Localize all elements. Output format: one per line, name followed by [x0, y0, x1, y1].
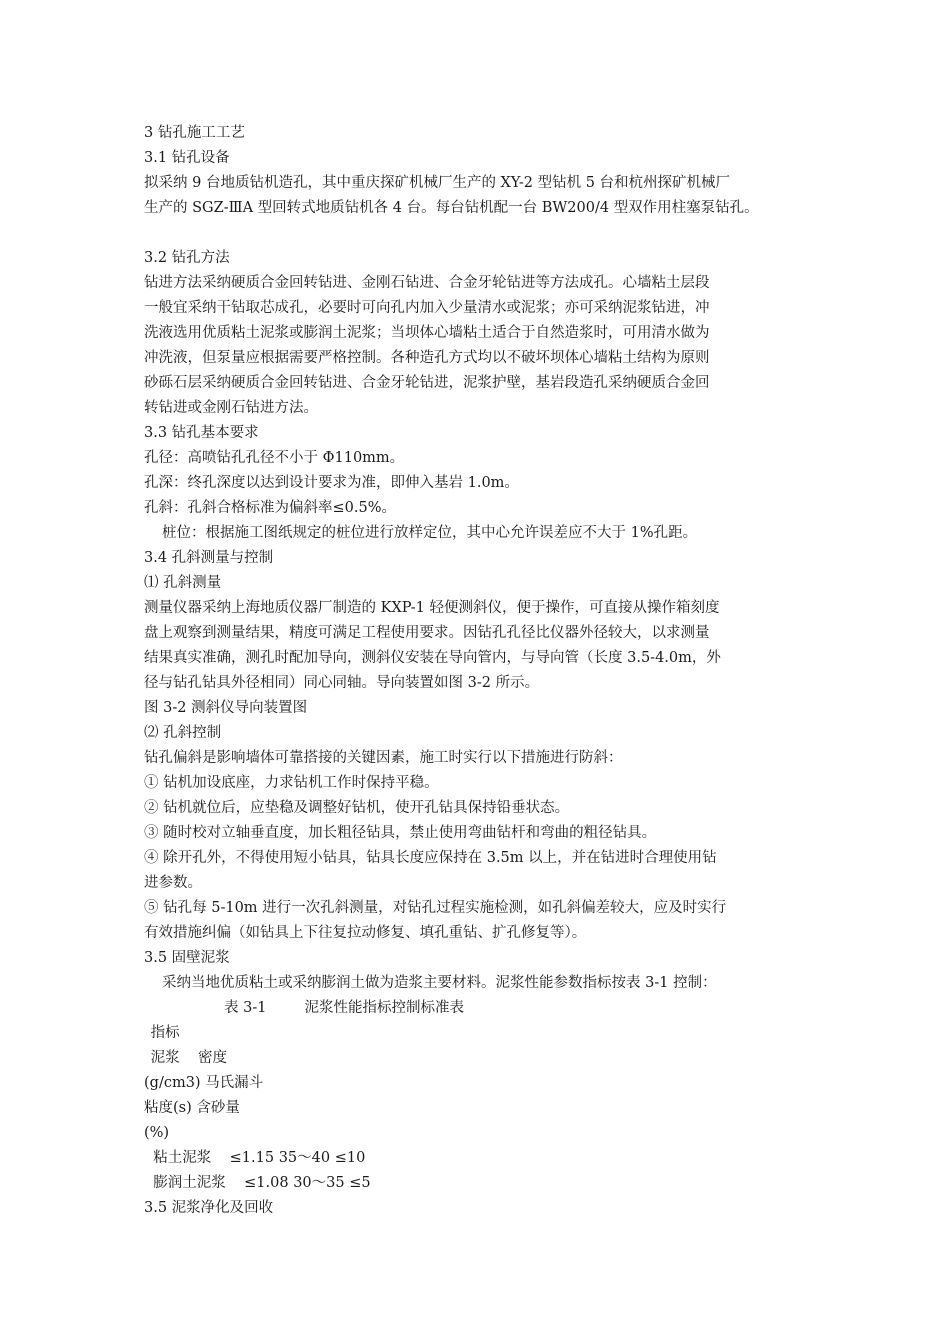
table-text-line: 粘度(s) 含砂量	[144, 1100, 240, 1116]
subsection-heading: ⑵ 孔斜控制	[144, 725, 222, 741]
blank-line	[144, 221, 814, 246]
paragraph-line: 钻进方法采纳硬质合金回转钻进、金刚石钻进、合金牙轮钻进等方法成孔。心墙粘土层段	[144, 275, 710, 291]
paragraph-line: 砂砾石层采纳硬质合金回转钻进、合金牙轮钻进，泥浆护壁，基岩段造孔采纳硬质合金回	[144, 375, 710, 391]
section-heading: 3.5 泥浆净化及回收	[144, 1200, 274, 1216]
paragraph-line: 盘上观察到测量结果，精度可满足工程使用要求。因钻孔孔径比仪器外径较大，以求测量	[144, 625, 710, 641]
section-heading: 3.3 钻孔基本要求	[144, 425, 259, 441]
paragraph-line: 冲洗液，但泵量应根据需要严格控制。各种造孔方式均以不破坏坝体心墙粘土结构为原则	[144, 350, 710, 366]
section-heading: 3.4 孔斜测量与控制	[144, 550, 274, 566]
paragraph-line: 钻孔偏斜是影响墙体可靠搭接的关键因素，施工时实行以下措施进行防斜：	[144, 750, 623, 766]
list-item: ① 钻机加设底座，力求钻机工作时保持平稳。	[144, 775, 439, 791]
subsection-heading: ⑴ 孔斜测量	[144, 575, 222, 591]
table-text-line: 指标	[146, 1025, 180, 1041]
list-item-continuation: 有效措施纠偏（如钻具上下往复拉动修复、填孔重钻、扩孔修复等）。	[144, 925, 587, 941]
paragraph-line: 测量仪器采纳上海地质仪器厂制造的 KXP-1 轻便测斜仪，便于操作，可直接从操作箱刻度	[144, 600, 720, 616]
paragraph-line: 拟采纳 9 台地质钻机造孔，其中重庆探矿机械厂生产的 XY-2 型钻机 5 台和杭州探矿机械厂	[144, 175, 731, 191]
requirement-line: 孔斜：孔斜合格标准为偏斜率≤0.5%。	[144, 500, 396, 516]
document-body	[144, 121, 814, 1221]
requirement-line: 孔深：终孔深度以达到设计要求为准，即伸入基岩 1.0m。	[144, 475, 519, 491]
table-caption	[144, 996, 814, 1021]
list-item: ④ 除开孔外，不得使用短小钻具，钻具长度应保持在 3.5m 以上，并在钻进时合理使用钻	[144, 850, 717, 866]
paragraph-line: 一般宜采纳干钻取芯成孔，必要时可向孔内加入少量清水或泥浆；亦可采纳泥浆钻进，冲	[144, 300, 710, 316]
section-heading: 3.1 钻孔设备	[144, 150, 230, 166]
table-text-line: (%)	[144, 1125, 170, 1141]
list-item: ⑤ 钻孔每 5-10m 进行一次孔斜测量，对钻孔过程实施检测，如孔斜偏差较大，应及时实行	[144, 900, 727, 916]
paragraph-line: 采纳当地优质粘土或采纳膨润土做为造浆主要材料。泥浆性能参数指标按表 3-1 控制：	[162, 975, 717, 991]
table-text-line: (g/cm3) 马氏漏斗	[144, 1075, 264, 1091]
table-text-line: 泥浆 密度	[146, 1050, 228, 1066]
paragraph-line: 径与钻孔钻具外径相同）同心同轴。导向装置如图 3-2 所示。	[144, 675, 540, 691]
paragraph-line: 生产的 SGZ-ⅢA 型回转式地质钻机各 4 台。每台钻机配一台 BW200/4 型双作用柱塞泵钻孔。	[144, 200, 759, 216]
table-title: 泥浆性能指标控制标准表	[304, 1000, 464, 1016]
section-heading: 3.2 钻孔方法	[144, 250, 230, 266]
list-item: ③ 随时校对立轴垂直度，加长粗径钻具，禁止使用弯曲钻杆和弯曲的粗径钻具。	[144, 825, 657, 841]
requirement-line: 孔径：高喷钻孔孔径不小于 Φ110mm。	[144, 450, 405, 466]
table-row: 粘土泥浆 ≤1.15 35～40 ≤10	[144, 1150, 366, 1166]
list-item: ② 钻机就位后，应垫稳及调整好钻机，使开孔钻具保持铅垂状态。	[144, 800, 570, 816]
paragraph-line: 洗液选用优质粘土泥浆或膨润土泥浆；当坝体心墙粘土适合于自然造浆时，可用清水做为	[144, 325, 710, 341]
chapter-heading: 3 钻孔施工工艺	[144, 125, 245, 141]
table-row: 膨润土泥浆 ≤1.08 30～35 ≤5	[144, 1175, 371, 1191]
list-item-continuation: 进参数。	[144, 875, 202, 891]
requirement-line: 桩位：根据施工图纸规定的桩位进行放样定位，其中心允许误差应不大于 1%孔距。	[162, 525, 698, 541]
section-heading: 3.5 固壁泥浆	[144, 950, 230, 966]
figure-caption: 图 3-2 测斜仪导向装置图	[144, 700, 308, 716]
paragraph-line: 转钻进或金刚石钻进方法。	[144, 400, 318, 416]
table-number: 表 3-1	[224, 1000, 267, 1016]
paragraph-line: 结果真实准确，测孔时配加导向，测斜仪安装在导向管内，与导向管（长度 3.5-4.0m，外	[144, 650, 721, 666]
